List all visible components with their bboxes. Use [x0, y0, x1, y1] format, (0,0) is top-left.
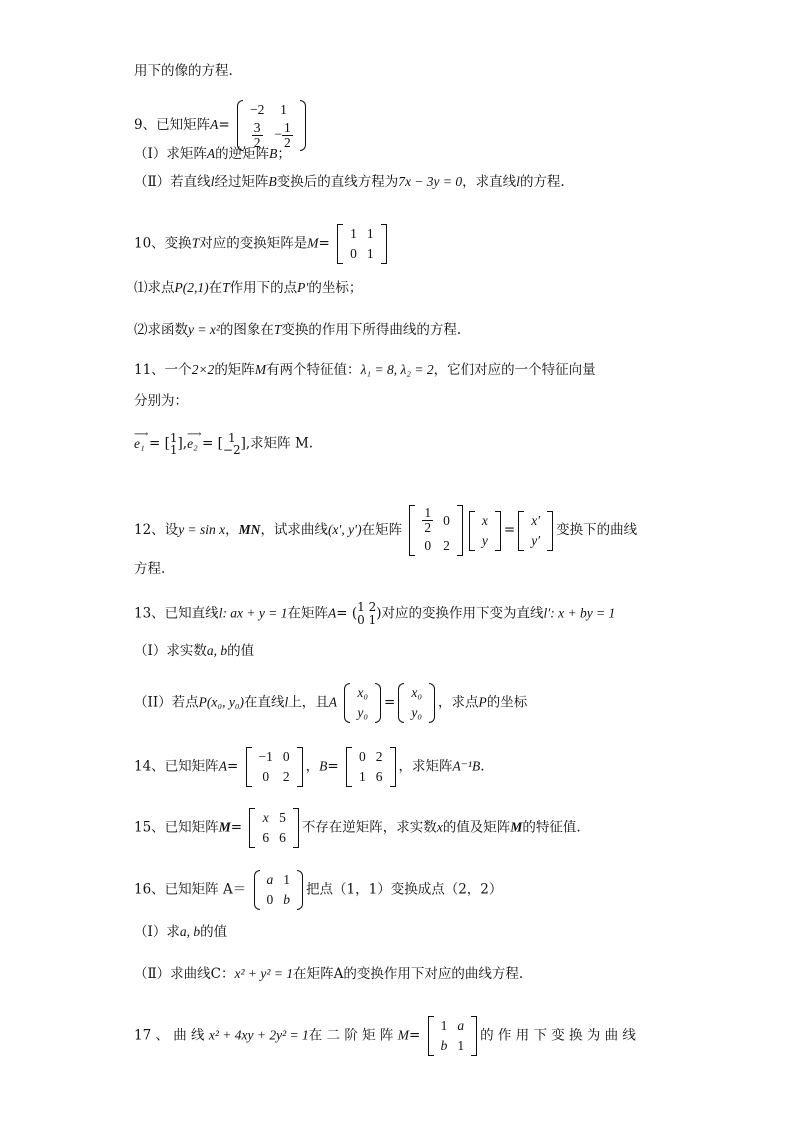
problem-16-part-2 [134, 964, 523, 984]
text: 对应的变换矩阵是 [199, 235, 308, 252]
math-symbol: M [254, 362, 267, 377]
text: 在 [208, 280, 223, 296]
matrix-cell: b [283, 892, 291, 907]
text: 的图象在 [219, 322, 274, 338]
text: 的方程. [519, 174, 565, 190]
problem-10 [134, 224, 390, 264]
math-symbol: = ( [336, 605, 358, 622]
math-symbol: = [503, 522, 516, 538]
matrix-cell: 1 [457, 1038, 465, 1053]
math-symbol: A [328, 694, 338, 710]
math-expr: x² + y² = 1 [234, 966, 294, 981]
matrix-cell: a [457, 1018, 465, 1033]
problem-17 [134, 1016, 636, 1056]
matrix-cell: −1 [258, 749, 273, 764]
text: 经过矩阵 [214, 174, 269, 190]
text: （I）求实数 [134, 643, 207, 659]
matrix-cell: 1 [280, 102, 287, 117]
math-expr: a, b [179, 924, 201, 939]
matrix-cell: 1 [283, 872, 291, 887]
text: 把点（1，1）变换成点（2，2） [306, 881, 503, 898]
math-symbol: e₁ [134, 435, 145, 451]
problem-10-part-2 [134, 320, 461, 340]
problem-14 [134, 747, 485, 787]
text: 变换下的曲线 [556, 522, 638, 538]
text: 在矩阵A的变换作用下对应的曲线方程. [293, 966, 524, 982]
text: （Ⅰ）求 [134, 924, 180, 940]
text: 有两个特征值： [266, 362, 361, 378]
text: 在 二 阶 矩 阵 [308, 1027, 394, 1044]
math-symbol: P′ [297, 280, 309, 295]
problem-13-part-1 [134, 641, 254, 661]
text: 的特征值. [522, 819, 581, 836]
text: 的坐标； [308, 280, 363, 296]
matrix-cell: y [481, 532, 488, 548]
matrix-cell: 2 [375, 749, 383, 764]
text: ，求矩阵 [398, 758, 453, 775]
math-expr: 2×2 [191, 362, 215, 377]
matrix-cell: 0 [359, 749, 366, 764]
problem-12-cont [134, 559, 165, 579]
text: 的值 [200, 924, 228, 940]
math-symbol: A [206, 146, 216, 161]
matrix-cell: x₀ [411, 685, 423, 700]
text: = [ [144, 435, 170, 452]
text: 的矩阵 [214, 362, 255, 378]
math-symbol: T [191, 235, 200, 251]
math-expr: l: ax + y = 1 [218, 605, 288, 621]
math-symbol: MN [238, 522, 261, 537]
math-symbol: B [319, 758, 328, 774]
text: 方程. [134, 561, 166, 577]
math-symbol: l [516, 174, 520, 189]
matrix-cell: 2 [282, 769, 290, 784]
text: 的坐标 [486, 694, 528, 711]
matrix-cell: $\frac{1}{2}$ [424, 505, 432, 535]
problem-label: 16、已知矩阵 A＝ [134, 881, 247, 898]
problem-16 [134, 870, 502, 910]
matrix-cell: 1 [350, 226, 357, 241]
matrix-cell: 1 [359, 769, 366, 784]
text-line [134, 61, 233, 81]
text: 作用下的点 [229, 280, 298, 296]
math-symbol: A [328, 605, 337, 621]
math-symbol: M [307, 235, 319, 251]
matrix-m14a [246, 747, 303, 787]
math-symbol: l [284, 694, 289, 710]
math-symbol: x [436, 819, 443, 835]
math-expr: y = x² [188, 322, 220, 337]
math-symbol: ) [376, 605, 382, 622]
matrix-cell: 2 [443, 538, 450, 553]
math-symbol: e₂ [187, 435, 198, 451]
vector-xy-prime [518, 511, 553, 551]
problem-11-cont [134, 391, 188, 411]
problem-label: 11、一个 [134, 362, 192, 378]
math-symbol: = [318, 235, 330, 252]
math-expr: l′: x + by = 1 [543, 605, 616, 621]
matrix-m14b [346, 747, 396, 787]
vector-e1: ⟶ e₁ [134, 428, 149, 451]
math-symbol: B [268, 174, 277, 189]
math-symbol: A [218, 758, 227, 774]
math-expr: (x′, y′) [327, 522, 362, 537]
matrix-cell: 0 [424, 538, 432, 553]
matrix-m16 [254, 870, 304, 910]
math-symbol: A [210, 117, 219, 132]
problem-label: 15、已知矩阵 [134, 819, 219, 836]
math-symbol: M [510, 819, 523, 835]
text: ，试求曲线 [260, 522, 328, 538]
matrix-cell: 1 [440, 1018, 448, 1033]
math-symbol: = [218, 117, 230, 133]
problem-16-part-1 [134, 922, 227, 942]
math-symbol: l [210, 174, 215, 189]
matrix-cell: 6 [279, 830, 286, 845]
matrix-m10 [337, 224, 387, 264]
text: 不存在逆矩阵，求实数 [301, 819, 437, 836]
matrix-cell: 6 [262, 830, 270, 845]
text: 对应的变换作用下变为直线 [381, 605, 544, 622]
matrix-cell: −2 [249, 102, 265, 117]
matrix-m12 [409, 505, 463, 556]
vector-cell: 1 [227, 431, 236, 445]
vector-cell: −2 [222, 443, 241, 457]
problem-13-part-2 [134, 683, 527, 723]
text: （Ⅱ）求曲线C： [134, 966, 235, 982]
text: （Ⅰ）求矩阵 [134, 146, 207, 162]
text: ], [177, 435, 188, 452]
problem-12 [134, 505, 637, 556]
problem-label: 13、已知直线 [134, 605, 219, 622]
vector-cell: 1 [169, 443, 178, 457]
math-symbol: = [226, 758, 239, 775]
math-symbol: B [269, 146, 278, 161]
math-symbol: = [408, 1027, 421, 1044]
matrix-cell: x₀ [357, 685, 369, 700]
problem-label: 14、已知矩阵 [134, 758, 219, 775]
math-expr: P(2,1) [174, 280, 209, 295]
problem-9-part-1 [134, 144, 291, 164]
text: 的值及矩阵 [442, 819, 511, 836]
text: （II）若点 [134, 694, 199, 711]
matrix-cell: 0 [282, 749, 290, 764]
matrix-cell: 0 [262, 769, 270, 784]
math-symbol: P [478, 694, 487, 710]
problem-label: 17 、 曲 线 [134, 1027, 205, 1044]
vector-cell: 1 [169, 431, 178, 445]
text: ，它们对应的一个特征向量 [433, 362, 596, 378]
math-expr: y = sin x [178, 522, 226, 537]
matrix-m17 [428, 1016, 478, 1056]
matrix-cell: x′ [531, 512, 541, 528]
problem-label: 9、已知矩阵 [134, 117, 211, 133]
problem-10-part-1 [134, 278, 362, 298]
matrix-cell: $\frac{3}{2}$ [253, 120, 261, 150]
math-expr: A⁻¹B [452, 758, 481, 774]
vector-x0y0 [344, 683, 381, 723]
text: ⑵求函数 [134, 322, 188, 338]
math-expr: x² + 4xy + 2y² = 1 [208, 1027, 309, 1043]
matrix-cell: y₀ [411, 705, 423, 720]
matrix-cell: 6 [375, 769, 383, 784]
text: 分别为： [134, 393, 188, 409]
math-expr: a, b [206, 643, 228, 658]
matrix-row: 1 2 [357, 600, 377, 614]
matrix-cell: 0 [350, 246, 357, 261]
text: ； [277, 146, 291, 162]
vector-e2: ⟶ e₂ [187, 428, 202, 451]
matrix-cell: b [440, 1038, 448, 1053]
matrix-cell: − $\frac{1}{2}$ [274, 120, 291, 150]
matrix-cell: a [266, 872, 274, 887]
text: 的逆矩阵 [215, 146, 270, 162]
math-expr: λ₁ = 8, λ₂ = 2 [360, 362, 434, 377]
matrix-cell: x [262, 810, 269, 825]
matrix-cell: y′ [531, 532, 541, 548]
matrix-row: 0 1 [357, 613, 377, 627]
text: 在直线 [244, 694, 285, 711]
math-symbol: M [397, 1027, 409, 1043]
text: 变换后的直线方程为 [276, 174, 399, 190]
vector-x0y0-result [398, 683, 435, 723]
problem-9-part-2 [134, 172, 565, 192]
problem-15 [134, 808, 581, 848]
text: ， [225, 522, 239, 538]
text: ⑴求点 [134, 280, 175, 296]
text: 在矩阵 [361, 522, 403, 538]
equation: 7x − 3y = 0 [398, 174, 463, 189]
math-symbol: T [222, 280, 230, 295]
math-symbol: = [230, 819, 243, 836]
math-symbol: = [327, 758, 339, 775]
text: ],求矩阵 M. [240, 435, 314, 452]
text: ，求点 [438, 694, 479, 711]
text: = [ [197, 435, 223, 452]
text: 在矩阵 [287, 605, 329, 622]
text: 上，且 [288, 694, 329, 711]
math-symbol: T [273, 322, 282, 337]
text: ， [305, 758, 320, 775]
problem-11-vectors [134, 428, 314, 457]
continuation-text: 用下的像的方程. [134, 63, 233, 79]
problem-label: 10、变换 [134, 235, 192, 252]
math-symbol: M [218, 819, 231, 835]
matrix-m15 [249, 808, 299, 848]
vector-xy [469, 511, 501, 551]
matrix-cell: 1 [366, 226, 374, 241]
matrix-cell: 5 [279, 810, 286, 825]
problem-11 [134, 360, 596, 380]
text: 的值 [227, 643, 255, 659]
matrix-cell: 0 [266, 892, 274, 907]
math-expr: P(x₀, y₀) [198, 694, 245, 710]
text: 变换的作用下所得曲线的方程. [281, 322, 462, 338]
math-symbol: = [384, 694, 396, 711]
problem-label: 12、设 [134, 522, 179, 538]
problem-13 [134, 601, 615, 627]
matrix-cell: y₀ [357, 705, 369, 720]
matrix-cell: x [481, 512, 488, 528]
text: ，求直线 [462, 174, 517, 190]
text: . [480, 758, 485, 775]
matrix-cell: 0 [443, 512, 450, 528]
text: （Ⅱ）若直线 [134, 174, 211, 190]
matrix-cell: 1 [366, 246, 374, 261]
text: 的 作 用 下 变 换 为 曲 线 [480, 1027, 636, 1044]
